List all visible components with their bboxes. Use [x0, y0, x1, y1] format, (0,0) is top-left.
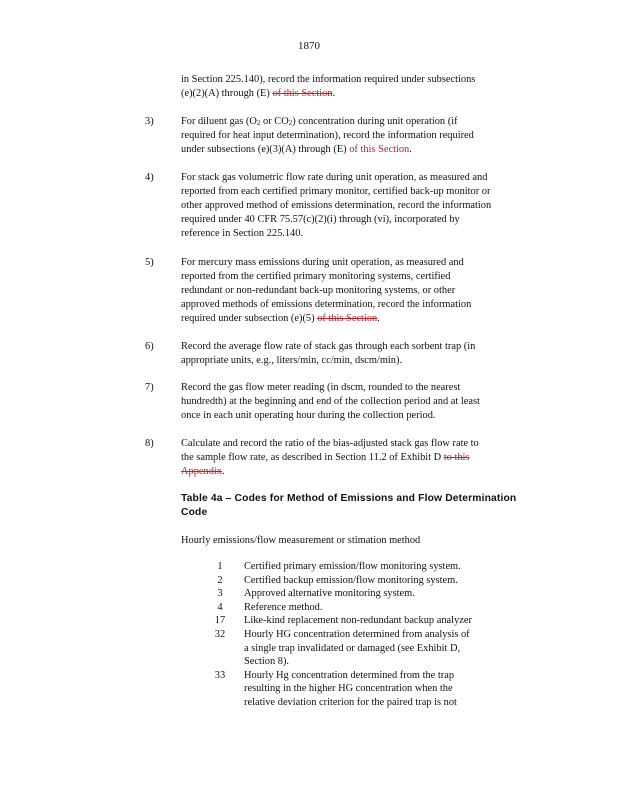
code-number: 32: [214, 629, 226, 640]
code-description: [244, 587, 415, 601]
item-number: 8): [145, 438, 154, 449]
code-description: [244, 574, 458, 588]
item-line: under subsections (e)(3)(A) through (E) of this Section.: [181, 144, 412, 155]
item-line: Calculate and record the ratio of the bias-adjusted stack gas flow rate to: [181, 438, 479, 449]
code-description-line: Section 8).: [244, 656, 290, 668]
item-line: once in each unit operating hour during the collection period.: [181, 410, 436, 421]
code-number: 1: [217, 561, 223, 572]
continuation-line: in Section 225.140), record the information required under subsections: [181, 74, 476, 85]
item-number: 6): [145, 341, 154, 352]
code-description: [244, 560, 461, 574]
code-row: [206, 560, 546, 574]
item-line: reported from the certified primary monitoring systems, certified: [181, 271, 451, 282]
item-line: For stack gas volumetric flow rate during unit operation, as measured and: [181, 172, 488, 183]
code-description-line: a single trap invalidated or damaged (see Exhibit D,: [244, 642, 461, 654]
code-row: [206, 669, 546, 710]
code-description-line: resulting in the higher HG concentration when the: [244, 683, 453, 695]
page-number: 1870: [298, 40, 320, 52]
code-row: [206, 587, 546, 601]
code-table: [206, 560, 546, 720]
deleted-text: of this Section: [272, 88, 333, 99]
item-line: Appendix.: [181, 466, 225, 477]
item-line: approved methods of emissions determination, record the information: [181, 299, 472, 310]
code-number: 17: [214, 615, 226, 627]
code-description-line: Hourly HG concentration determined from analysis of: [244, 629, 470, 640]
item-line: redundant or non-redundant back-up monitoring systems, or other: [181, 285, 456, 296]
item-number: 4): [145, 172, 154, 183]
item-line: Record the gas flow meter reading (in dscm, rounded to the nearest: [181, 382, 461, 393]
item-number: 7): [145, 382, 154, 393]
item-line: required under subsection (e)(5) of this Section.: [181, 313, 380, 324]
code-description: [244, 628, 470, 669]
item-line: hundredth) at the beginning and end of the collection period and at least: [181, 396, 480, 407]
item-line: For mercury mass emissions during unit operation, as measured and: [181, 257, 464, 268]
item-line: reported from each certified primary monitor, certified back-up monitor or: [181, 186, 491, 197]
code-description: [244, 601, 322, 615]
code-description-line: Approved alternative monitoring system.: [244, 588, 415, 600]
table-title: Table 4a – Codes for Method of Emissions and Flow Determination: [181, 493, 517, 504]
code-row: [206, 628, 546, 669]
item-line: reference in Section 225.140.: [181, 228, 304, 239]
item-line: appropriate units, e.g., liters/min, cc/min, dscm/min).: [181, 355, 403, 366]
table-title: Code: [181, 507, 208, 518]
code-row: [206, 614, 546, 628]
item-line: required under 40 CFR 75.57(c)(2)(i) through (vi), incorporated by: [181, 214, 460, 225]
table-subtitle: Hourly emissions/flow measurement or stimation method: [181, 535, 421, 546]
deleted-text: to this: [443, 452, 470, 463]
code-row: [206, 601, 546, 615]
code-description-line: Certified backup emission/flow monitoring system.: [244, 574, 458, 586]
continuation-line: (e)(2)(A) through (E) of this Section.: [181, 88, 336, 99]
code-description-line: Like-kind replacement non-redundant backup analyzer: [244, 615, 472, 627]
item-line: other approved method of emissions determination, record the information: [181, 200, 492, 211]
code-row: [206, 574, 546, 588]
code-description-line: relative deviation criterion for the paired trap is not: [244, 696, 457, 708]
deleted-text: of this Section: [317, 313, 378, 324]
code-number: 4: [217, 601, 223, 613]
code-number: 2: [217, 574, 223, 586]
item-line: the sample flow rate, as described in Section 11.2 of Exhibit D to this: [181, 452, 470, 463]
item-number: 3): [145, 116, 154, 127]
code-description: [244, 614, 472, 628]
code-description-line: Hourly Hg concentration determined from the trap: [244, 669, 455, 681]
inserted-text: ,: [417, 285, 420, 296]
code-description-line: Reference method.: [244, 601, 323, 613]
code-description: [244, 669, 457, 710]
item-number: 5): [145, 257, 154, 268]
code-number: 33: [214, 669, 226, 681]
item-line: required for heat input determination), record the information required: [181, 130, 474, 141]
item-line: Record the average flow rate of stack gas through each sorbent trap (in: [181, 341, 476, 352]
item-line: For diluent gas ($O_2$ or $CO_2$) concentration during unit operation (if: [181, 116, 458, 127]
code-number: 3: [217, 588, 223, 600]
deleted-text: Appendix: [181, 466, 222, 477]
inserted-text: of this Section: [349, 144, 410, 155]
code-description-line: Certified primary emission/flow monitoring system.: [244, 561, 461, 572]
